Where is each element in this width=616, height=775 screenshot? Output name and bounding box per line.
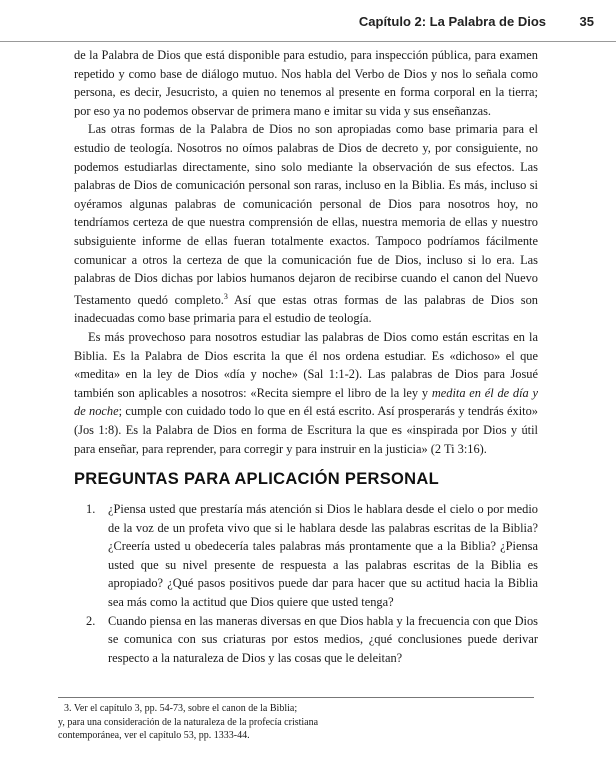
question-number: 2. [86,613,96,628]
paragraph-2 [74,120,538,328]
paragraph-3 [74,328,538,458]
question-text: Cuando piensa en las maneras diversas en que Dios habla y la frecuencia con que Dios se comunica con sus criaturas por estos medios, ¿qué conclusiones puede derivar respecto a la naturaleza de Dios y las cosas que le deleitan? [108,613,538,665]
body-text [74,46,538,458]
question-item [86,500,538,612]
section-heading: PREGUNTAS PARA APLICACIÓN PERSONAL [74,470,439,488]
page-header [0,10,616,34]
question-item [86,612,538,668]
paragraph-2-text: Las otras formas de la Palabra de Dios no son apropiadas como base primaria para el estudio de teología. Nosotros no oímos palabras de Dios de decreto y, por consiguiente, no podemos estudiarlas directamente, sino solo mediante la observación de sus efectos. Las palabras de Dios de comunicación personal son raras, incluso en la Biblia. Es más, incluso si oyéramos algunas palabras de comunicación personal de Dios para nosotros hoy, no tendríamos certeza de que nuestra comprensión de ellas, nuestra memoria de ellas y nuestro subsiguiente informe de ellas fueran totalmente exactos. Tampoco podríamos fácilmente comunicar a otros la certeza de que la comunicación fue de Dios, incluso si lo era. Las palabras de Dios dichas por labios humanos dejaron de recibirse cuando el canon del Nuevo Testamento quedó completo. [74,122,538,307]
header-rule [0,41,616,42]
paragraph-1: de la Palabra de Dios que está disponible para estudio, para inspección pública, para examen repetido y como base de diálogo mutuo. Nos habla del Verbo de Dios y nos lo señala como persona, es decir, Jesucristo, a quien no tenemos al presente en forma corporal en la tierra; por eso ya no podemos observar de primera mano e imitar su vida y sus enseñanzas. [74,48,538,118]
footnote-rule [58,697,534,698]
footnote [58,702,558,743]
paragraph-3-text-b: ; cumple con cuidado todo lo que en él está escrito. Así prosperarás y tendrás éxito» (Jos 1:8). Es la Palabra de Dios en forma de Escritura la que es «inspirada por Dios y útil para enseñar, para reprender, para corregir y para instruir en la justicia» (2 Ti 3:16). [74,404,538,456]
page-number: 35 [579,14,594,29]
question-number: 1. [86,502,96,516]
chapter-title: Capítulo 2: La Palabra de Dios [358,14,546,29]
paragraph-2-end: Así que estas otras formas de las palabras de Dios son inadecuadas como base primaria para el estudio de teología. [74,292,538,326]
footnote-line-3: contemporánea, ver el capítulo 53, pp. 1333-44. [58,730,250,741]
paragraph-3-italic: medita en él de día y de noche [74,385,538,419]
footnote-reference: 3 [223,291,228,301]
question-text: ¿Piensa usted que prestaría más atención si Dios le hablara desde el cielo o por medio de la voz de un profeta vivo que si le hablara desde las palabras escritas de la Biblia? ¿Creería usted u obedecería tales palabras más prontamente que a la Biblia? ¿Piensa usted que su nivel presente de respuesta a las palabras escritas de la Biblia es apropiado? ¿Qué pasos positivos puede dar para hacer que su actitud hacia la Biblia sea más como la actitud que Dios quiere que usted tenga? [108,502,538,609]
paragraph-3-text-a: Es más provechoso para nosotros estudiar las palabras de Dios como están escritas en la Biblia. Es la Palabra de Dios escrita la que él nos ordena estudiar. Es «dichoso» el que «medita» en la ley de Dios «día y noche» (Sal 1:1-2). Las palabras de Dios para Josué también son aplicables a nosotros: «Recita siempre el libro de la ley y [74,330,538,400]
footnote-line-2: y, para una consideración de la naturaleza de la profecía cristiana [58,716,319,728]
footnote-line-1: 3. Ver el capítulo 3, pp. 54-73, sobre el canon de la Biblia; [64,703,298,714]
questions-list [86,500,538,667]
